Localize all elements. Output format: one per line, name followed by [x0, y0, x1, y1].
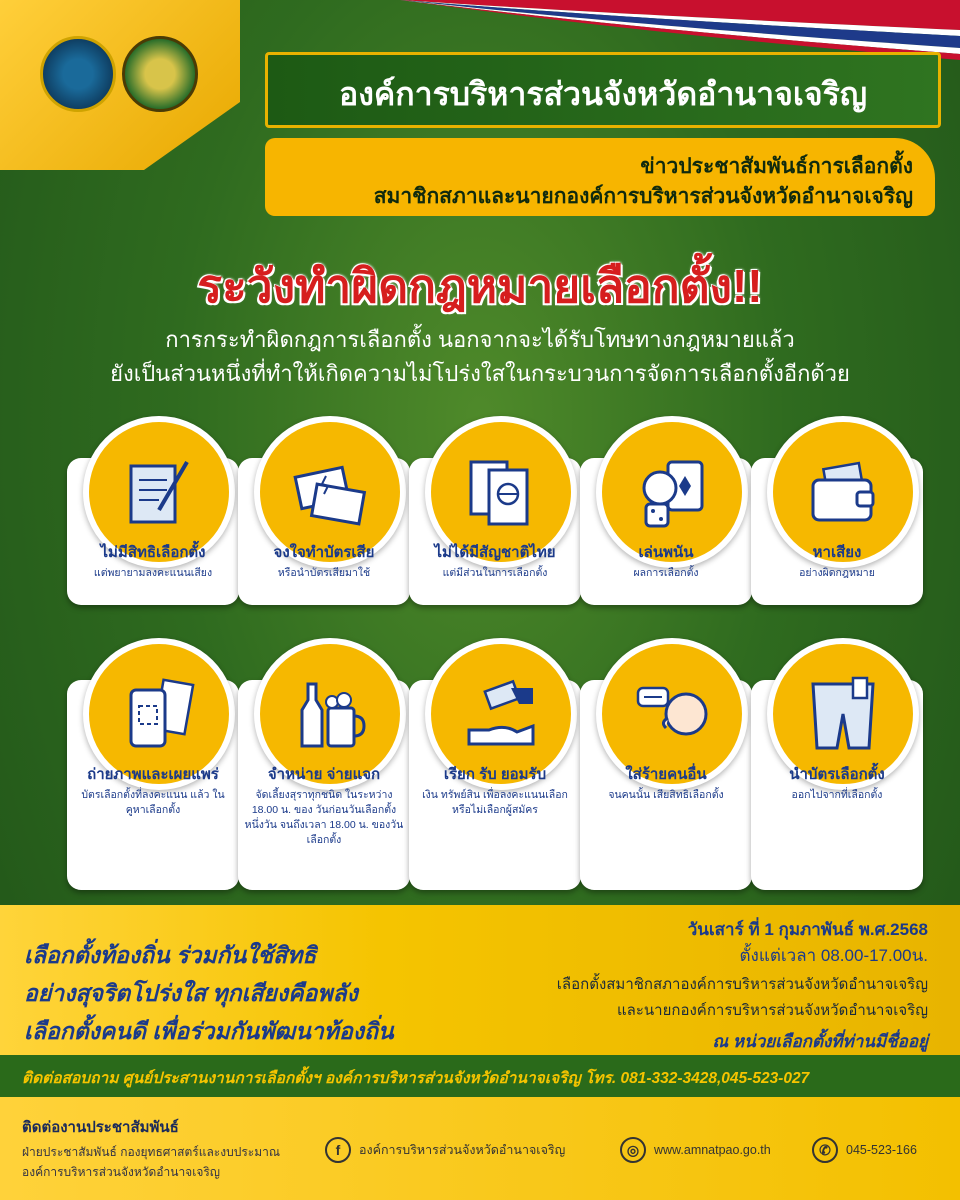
card-desc: แต่มีส่วนในการเลือกตั้ง [442, 567, 548, 579]
card-slander [580, 680, 752, 890]
warning-desc-1: การกระทำผิดกฎการเลือกตั้ง นอกจากจะได้รับโทษทางกฎหมายแล้ว [165, 327, 795, 352]
pr-line-1: ฝ่ายประชาสัมพันธ์ กองยุทธศาสตร์และงบประมาณ [22, 1145, 281, 1159]
card-desc: ผลการเลือกตั้ง [633, 567, 699, 579]
card-desc: เงิน ทรัพย์สิน เพื่อลงคะแนนเลือก หรือไม่เลือกผู้สมัคร [422, 789, 568, 816]
header-title-box [265, 52, 941, 128]
card-title: เรียก รับ ยอมรับ [443, 766, 547, 783]
election-place: ณ หน่วยเลือกตั้งที่ท่านมีชื่ออยู่ [712, 1032, 928, 1051]
org-title: องค์การบริหารส่วนจังหวัดอำนาจเจริญ [338, 76, 868, 112]
card-bribe [409, 680, 581, 890]
card-alcohol [238, 680, 410, 890]
card-desc: จัดเลี้ยงสุราทุกชนิด ในระหว่าง 18.00 น. ของ วันก่อนวันเลือกตั้งหนึ่งวัน จนถึงเวลา 18.00 น. ของวันเลือกตั้ง [244, 789, 404, 846]
card-desc: จนคนนั้น เสียสิทธิเลือกตั้ง [608, 789, 724, 801]
slogan-line-1: เลือกตั้งท้องถิ่น ร่วมกันใช้สิทธิ [24, 942, 317, 968]
card-title: ไม่มีสิทธิเลือกตั้ง [100, 544, 206, 561]
card-title: นำบัตรเลือกตั้ง [789, 766, 885, 783]
facebook-link[interactable] [325, 1137, 565, 1163]
phone-label: 045-523-166 [846, 1143, 917, 1157]
card-title: ถ่ายภาพและเผยแพร่ [87, 766, 219, 783]
thai-flag-ribbon [400, 0, 960, 60]
subtitle-line-2: สมาชิกสภาและนายกองค์การบริหารส่วนจังหวัดอำนาจเจริญ [373, 185, 913, 208]
subtitle-box [265, 138, 935, 216]
warning-headline: ระวังทำผิดกฎหมายเลือกตั้ง!! [197, 260, 763, 312]
website-label: www.amnatpao.go.th [654, 1143, 771, 1157]
election-line-2: และนายกองค์การบริหารส่วนจังหวัดอำนาจเจริญ [617, 1002, 928, 1019]
facebook-label: องค์การบริหารส่วนจังหวัดอำนาจเจริญ [359, 1143, 566, 1157]
card-title: จงใจทำบัตรเสีย [273, 544, 375, 561]
contact-bar [0, 1055, 960, 1097]
card-desc: แต่พยายามลงคะแนนเสียง [93, 567, 213, 579]
pao-seal-logo [122, 36, 198, 112]
card-desc: อย่างผิดกฎหมาย [799, 567, 875, 579]
slogan-line-3: เลือกตั้งคนดี เพื่อร่วมกันพัฒนาท้องถิ่น [24, 1018, 394, 1044]
card-gambling [580, 458, 752, 605]
election-line-1: เลือกตั้งสมาชิกสภาองค์การบริหารส่วนจังหวัดอำนาจเจริญ [556, 976, 928, 993]
election-time: ตั้งแต่เวลา 08.00-17.00น. [739, 946, 928, 965]
facebook-icon: f [325, 1137, 351, 1163]
election-date: วันเสาร์ ที่ 1 กุมภาพันธ์ พ.ศ.2568 [687, 920, 928, 939]
contact-text: ติดต่อสอบถาม ศูนย์ประสานงานการเลือกตั้งฯ องค์การบริหารส่วนจังหวัดอำนาจเจริญ โทร. 081-332-3428,045-523-027 [22, 1070, 810, 1087]
department-seal-logo [40, 36, 116, 112]
card-photo-ballot [67, 680, 239, 890]
pr-line-2: องค์การบริหารส่วนจังหวัดอำนาจเจริญ [22, 1165, 221, 1179]
phone-link[interactable] [812, 1137, 917, 1163]
card-spoil-ballot [238, 458, 410, 605]
card-take-ballot [751, 680, 923, 890]
subtitle-line-1: ข่าวประชาสัมพันธ์การเลือกตั้ง [640, 155, 913, 178]
card-desc: หรือนำบัตรเสียมาใช้ [277, 567, 371, 579]
card-title: เล่นพนัน [638, 544, 694, 561]
card-desc: บัตรเลือกตั้งที่ลงคะแนน แล้ว ในคูหาเลือกตั้ง [81, 789, 225, 816]
bottom-bar [0, 1097, 960, 1200]
card-illegal-campaign [751, 458, 923, 605]
slogan [24, 936, 394, 1050]
card-no-voting-right [67, 458, 239, 605]
card-not-thai [409, 458, 581, 605]
website-link[interactable] [620, 1137, 771, 1163]
phone-icon: ✆ [812, 1137, 838, 1163]
pr-title: ติดต่องานประชาสัมพันธ์ [22, 1119, 179, 1136]
warning-desc-2: ยังเป็นส่วนหนึ่งที่ทำให้เกิดความไม่โปร่งใสในกระบวนการจัดการเลือกตั้งอีกด้วย [110, 361, 850, 386]
card-desc: ออกไปจากที่เลือกตั้ง [791, 789, 883, 801]
card-title: ใส่ร้ายคนอื่น [625, 766, 707, 783]
globe-icon: ◎ [620, 1137, 646, 1163]
card-title: ไม่ได้มีสัญชาติไทย [434, 544, 556, 561]
card-title: หาเสียง [812, 544, 862, 561]
card-title: จำหน่าย จ่ายแจก [267, 766, 381, 783]
slogan-line-2: อย่างสุจริตโปร่งใส ทุกเสียงคือพลัง [24, 980, 358, 1006]
